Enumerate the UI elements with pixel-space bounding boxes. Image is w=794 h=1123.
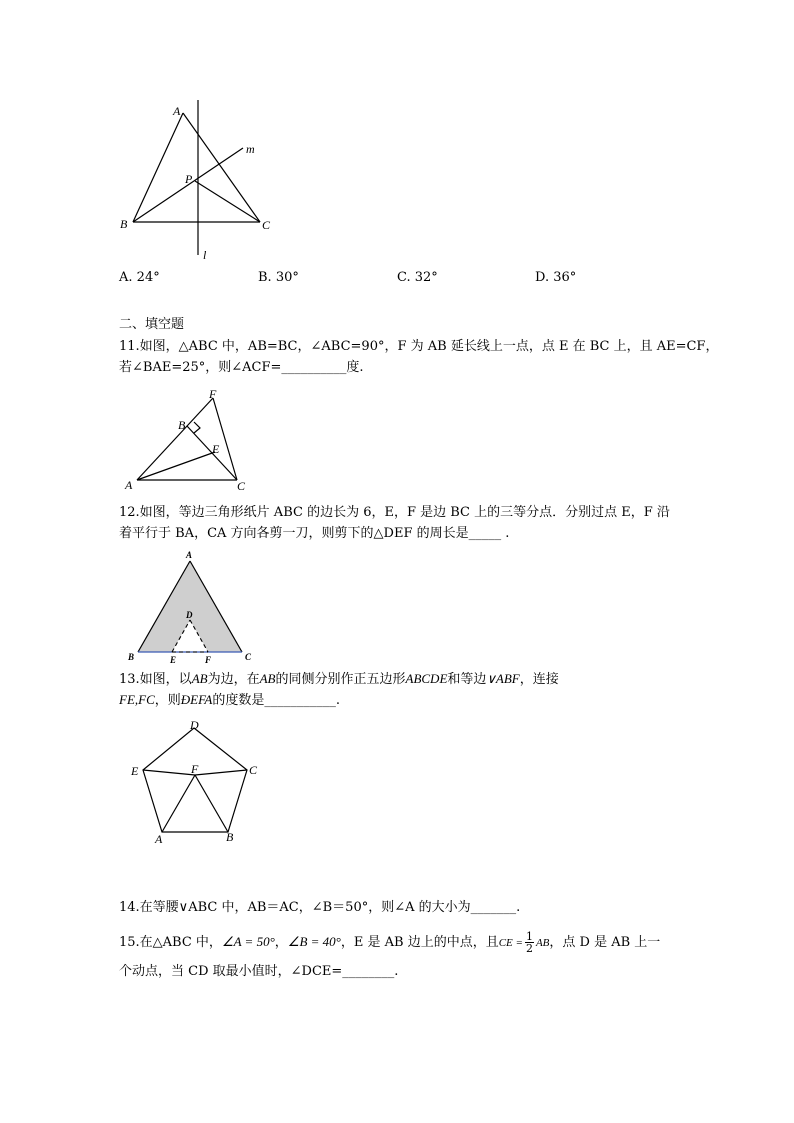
- label-F: F: [191, 762, 199, 776]
- label-D: D: [186, 610, 193, 620]
- label-D: D: [190, 718, 199, 732]
- label-A: A: [125, 478, 133, 492]
- choice-value: 36°: [553, 270, 577, 285]
- label-A: A: [186, 550, 193, 560]
- label-C: C: [262, 218, 271, 232]
- q14-text: 14.在等腰∨ABC 中，AB＝AC，∠B＝50°，则∠A 的大小为_______.: [119, 900, 521, 915]
- q15-line2: 个动点，当 CD 取最小值时，∠DCE=________.: [119, 964, 399, 979]
- q13-math: ABCDE: [405, 671, 448, 686]
- q15-text: 15.在△ABC 中，: [119, 935, 222, 950]
- q15-math: ∠B = 40°: [287, 934, 341, 949]
- choice-value: 24°: [136, 270, 160, 285]
- q15-text: ，E 是 AB 边上的中点，且: [340, 935, 499, 950]
- q13-text: ，则: [154, 693, 181, 708]
- q13-text: 和等边: [447, 672, 487, 687]
- q13-text: 的同侧分别作正五边形: [275, 672, 406, 687]
- choice-letter: C.: [397, 270, 411, 285]
- q13-math: ÐEFA: [180, 692, 213, 707]
- q13-line2: [119, 690, 340, 711]
- choice-c: [397, 268, 438, 288]
- q13-text: 为边，在: [207, 672, 260, 687]
- label-P: P: [185, 172, 193, 186]
- label-C: C: [245, 652, 252, 662]
- choice-value: 32°: [414, 270, 438, 285]
- q13-math: FE,FC: [119, 692, 155, 707]
- q15-math: AB: [535, 937, 550, 949]
- q15-text: ，: [274, 935, 288, 950]
- label-l: l: [203, 248, 207, 262]
- q11-line2: 若∠BAE=25°，则∠ACF=__________度.: [119, 360, 364, 375]
- choice-b: [258, 268, 299, 288]
- q13-text: ，连接: [519, 672, 559, 687]
- choice-letter: D.: [535, 270, 550, 285]
- q15-fraction: [525, 931, 534, 954]
- label-A: A: [173, 104, 181, 118]
- label-B: B: [226, 830, 234, 844]
- label-F: F: [209, 387, 217, 401]
- choice-value: 30°: [275, 270, 299, 285]
- label-B: B: [128, 652, 135, 662]
- choice-letter: A.: [119, 270, 133, 285]
- q15-math: ∠A = 50°: [221, 934, 275, 949]
- figure-q11: [115, 385, 255, 495]
- q15-line1: [119, 930, 660, 955]
- q13-text: 的度数是___________.: [212, 693, 340, 708]
- q13-text: 13.如图，以: [119, 672, 192, 687]
- fraction-numerator: 1: [525, 930, 533, 943]
- figure-q13: [125, 715, 265, 850]
- label-m: m: [246, 142, 255, 156]
- fraction-denominator: 2: [525, 942, 533, 955]
- q12-line2: 着平行于 BA，CA 方向各剪一刀，则剪下的△DEF 的周长是_____ .: [119, 526, 510, 541]
- label-E: E: [170, 655, 177, 665]
- label-F: F: [205, 655, 212, 665]
- choice-letter: B.: [258, 270, 272, 285]
- q13-math: AB: [259, 671, 276, 686]
- label-A: A: [155, 832, 163, 846]
- section-title: 二、填空题: [119, 317, 185, 332]
- q11-line1: 11.如图，△ABC 中，AB=BC，∠ABC=90°，F 为 AB 延长线上一点，点 E 在 BC 上，且 AE=CF，: [119, 339, 719, 354]
- q12-line1: 12.如图，等边三角形纸片 ABC 的边长为 6，E，F 是边 BC 上的三等分点．分别过点 E，F 沿: [119, 505, 670, 520]
- q13-math: AB: [191, 671, 208, 686]
- choice-a: [119, 268, 160, 288]
- figure-q12: [120, 548, 270, 668]
- label-E: E: [212, 442, 220, 456]
- figure-q10: [115, 95, 275, 265]
- label-E: E: [131, 764, 139, 778]
- choice-d: [535, 268, 576, 288]
- label-C: C: [237, 479, 246, 493]
- q15-math: CE =: [498, 937, 523, 949]
- label-B: B: [178, 418, 186, 432]
- label-B: B: [120, 217, 128, 231]
- q13-math: ∨ABF: [486, 671, 520, 686]
- q13-line1: [119, 669, 559, 690]
- q15-text: ，点 D 是 AB 上一: [549, 935, 661, 950]
- label-C: C: [249, 763, 258, 777]
